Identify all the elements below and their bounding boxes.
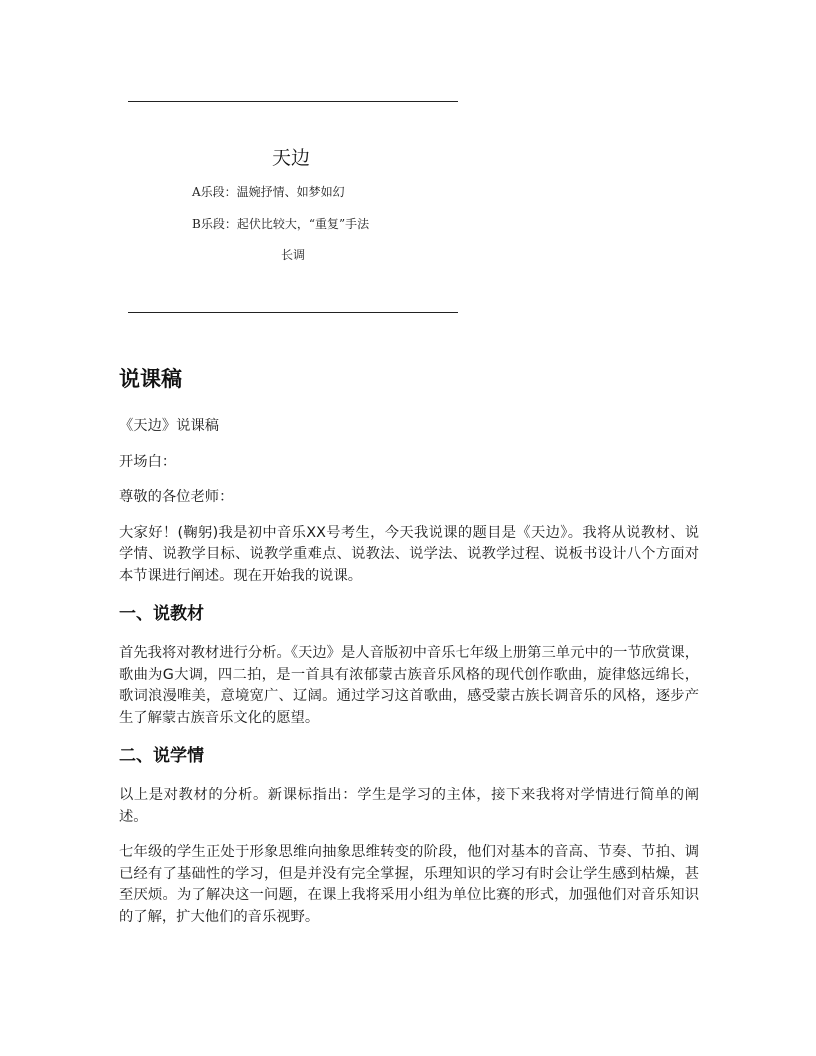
board-top-rule — [128, 101, 458, 102]
blackboard-image — [128, 101, 458, 313]
paragraph-students-detail: 七年级的学生正处于形象思维向抽象思维转变的阶段，他们对基本的音高、节奏、节拍、调已经有了基础性的学习，但是并没有完全掌握，乐理知识的学习有时会让学生感到枯燥，甚至厌烦。为了解决这一问题，在课上我将采用小组为单位比赛的形式，加强他们对音乐知识的了解，扩大他们的音乐视野。 — [119, 844, 699, 925]
paragraph-greeting: 尊敬的各位老师： — [119, 489, 234, 505]
paragraph-opening: 开场白： — [119, 453, 177, 470]
board-line-b: B乐段：起伏比较大，“重复”手法 — [192, 217, 370, 231]
board-title: 天边 — [272, 147, 311, 169]
page-title: 说课稿 — [119, 367, 182, 391]
paragraph-title: 《天边》说课稿 — [119, 418, 220, 434]
paragraph-students-intro: 以上是对教材的分析。新课标指出：学生是学习的主体，接下来我将对学情进行简单的阐述。 — [119, 787, 699, 825]
section-heading-materials: 一、说教材 — [119, 604, 204, 624]
document-body — [119, 364, 699, 942]
board-bottom-rule — [128, 312, 458, 313]
board-line-c: 长调 — [281, 248, 306, 262]
paragraph-intro: 大家好！(鞠躬)我是初中音乐XX号考生，今天我说课的题目是《天边》。我将从说教材、说学情、说教学目标、说教学重难点、说教法、说学法、说教学过程、说板书设计八个方面对本节课进行阐述。现在开始我的说课。 — [119, 524, 699, 584]
paragraph-materials: 首先我将对教材进行分析。《天边》是人音版初中音乐七年级上册第三单元中的一节欣赏课，歌曲为G大调，四二拍，是一首具有浓郁蒙古族音乐风格的现代创作歌曲，旋律悠远绵长，歌词浪漫唯美，意境宽广、辽阔。通过学习这首歌曲，感受蒙古族长调音乐的风格，逐步产生了解蒙古族音乐文化的愿望。 — [119, 645, 699, 726]
section-heading-students: 二、说学情 — [119, 746, 204, 766]
board-line-a: A乐段：温婉抒情、如梦如幻 — [192, 185, 345, 199]
